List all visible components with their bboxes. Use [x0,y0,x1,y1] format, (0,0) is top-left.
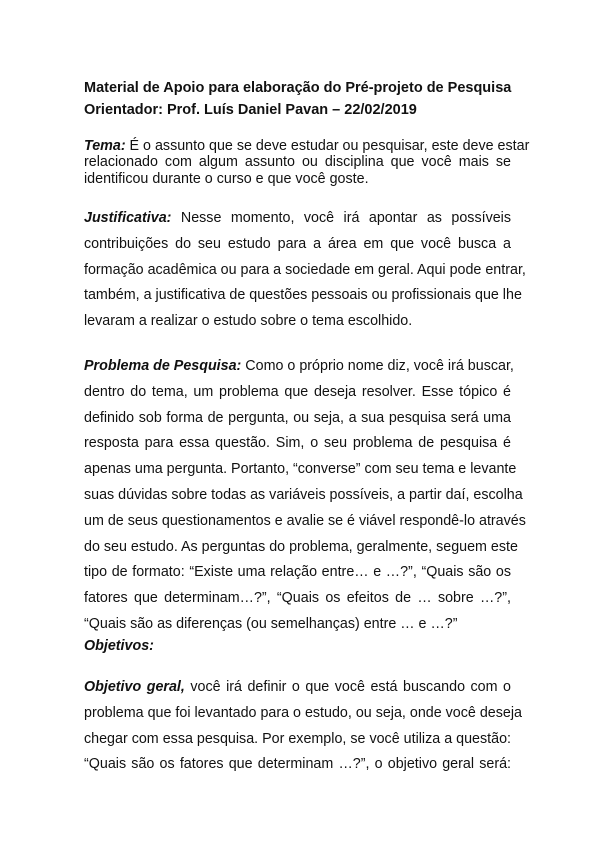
paragraph-line: definido sob forma de pergunta, ou seja, a sua pesquisa será uma [84,409,511,426]
paragraph-line: relacionado com algum assunto ou disciplina que você mais se [84,154,511,171]
paragraph-line: “Quais são os fatores que determinam …?”, o objetivo geral será: [84,756,511,773]
section-label-justificativa: Justificativa: [84,210,172,226]
paragraph-line: do seu estudo. As perguntas do problema, geralmente, seguem este [84,538,518,555]
section-objetivo-geral [84,675,522,778]
section-tema [84,138,530,187]
section-label-tema: Tema: [84,138,126,154]
paragraph-line: fatores que determinam…?”, “Quais os efeitos de … sobre …?”, [84,590,511,607]
section-objetivos [84,634,511,660]
document-title: Material de Apoio para elaboração do Pré-projeto de Pesquisa [84,80,512,96]
paragraph-line: contribuições do seu estudo para a área em que você busca a [84,235,511,252]
paragraph-line: suas dúvidas sobre todas as variáveis possíveis, a partir daí, escolha [84,486,523,503]
paragraph-line: problema que foi levantado para o estudo, ou seja, onde você deseja [84,704,522,721]
paragraph-line: identificou durante o curso e que você goste. [84,170,369,187]
paragraph-line [84,634,511,660]
paragraph-line: apenas uma pergunta. Portanto, “converse” com seu tema e levante [84,461,517,478]
paragraph-line: também, a justificativa de questões pessoais ou profissionais que lhe [84,287,522,304]
paragraph-line: chegar com essa pesquisa. Por exemplo, se você utiliza a questão: [84,730,511,747]
advisor-line: Orientador: Prof. Luís Daniel Pavan – 22/02/2019 [84,102,417,118]
paragraph-line: tipo de formato: “Existe uma relação entre… e …?”, “Quais são os [84,564,511,581]
paragraph-line: “Quais são as diferenças (ou semelhanças) entre … e …?” [84,615,458,632]
section-label-objetivo-geral: Objetivo geral, [84,679,185,695]
paragraph-line: Tema: É o assunto que se deve estudar ou pesquisar, este deve estar [84,138,530,154]
paragraph-line: levaram a realizar o estudo sobre o tema escolhido. [84,313,413,330]
paragraph-line: dentro do tema, um problema que deseja resolver. Esse tópico é [84,383,511,400]
paragraph-line: Objetivo geral, você irá definir o que você está buscando com o [84,679,511,695]
section-label-problema: Problema de Pesquisa: [84,358,242,374]
paragraph-line: um de seus questionamentos e avalie se é viável respondê-lo através [84,512,526,529]
paragraph-line: Problema de Pesquisa: Como o próprio nome diz, você irá buscar, [84,358,514,374]
paragraph-line: resposta para essa questão. Sim, o seu problema de pesquisa é [84,435,511,452]
section-label-objetivos: Objetivos: [84,638,154,654]
paragraph-line: formação acadêmica ou para a sociedade em geral. Aqui pode entrar, [84,261,526,278]
paragraph-line: Justificativa: Nesse momento, você irá apontar as possíveis [84,210,511,226]
section-justificativa [84,206,526,335]
section-problema [84,354,526,638]
